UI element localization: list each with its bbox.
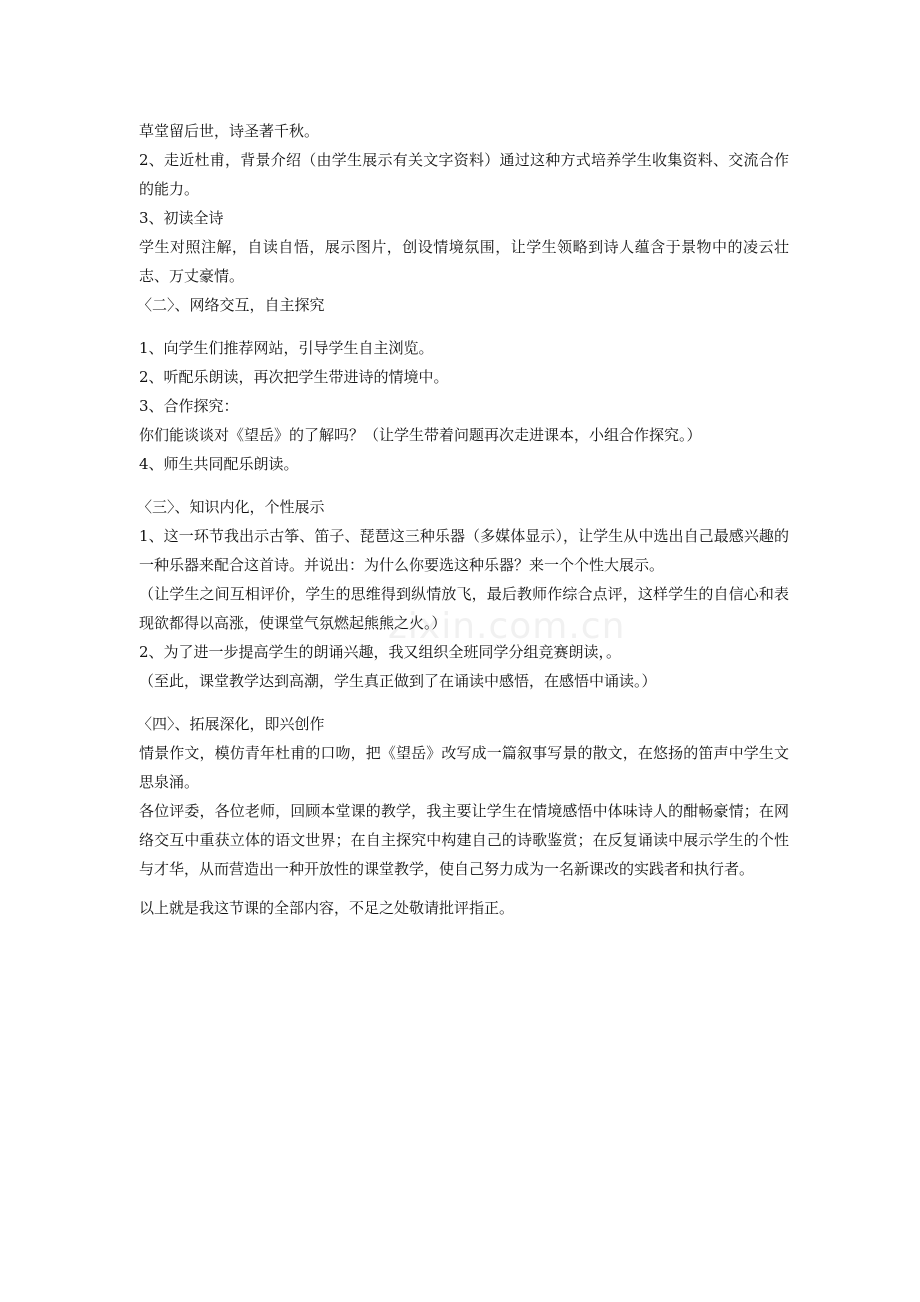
spacer	[139, 320, 789, 334]
paragraph-first-reading: 学生对照注解，自读自悟，展示图片，创设情境氛围，让学生领略到诗人蕴含于景物中的凌云壮志、万丈豪情。	[139, 238, 789, 285]
section-heading-3: 〈三〉、知识内化，个性展示	[137, 498, 325, 516]
spacer	[139, 696, 789, 710]
paragraph-essay-writing: 情景作文，模仿青年杜甫的口吻，把《望岳》改写成一篇叙事写景的散文，在悠扬的笛声中学生文思泉涌。	[139, 744, 789, 791]
paragraph-continuation: 草堂留后世，诗圣著千秋。	[139, 122, 320, 140]
paragraph-closing: 以上就是我这节课的全部内容，不足之处敬请批评指正。	[139, 899, 515, 917]
list-item-competition: 2、为了进一步提高学生的朗诵兴趣，我又组织全班同学分组竞赛朗读，。	[139, 643, 622, 661]
paragraph-question: 你们能谈谈对《望岳》的了解吗？（让学生带着问题再次走进课本，小组合作探究。）	[139, 426, 702, 444]
document-body	[139, 117, 789, 923]
list-item-music-reading: 2、听配乐朗读，再次把学生带进诗的情境中。	[139, 368, 449, 386]
list-item-instruments: 1、这一环节我出示古筝、笛子、琵琶这三种乐器（多媒体显示），让学生从中选出自己最感兴趣的一种乐器来配合这首诗。并说出：为什么你要选这种乐器？来一个个性大展示。	[139, 527, 789, 574]
paragraph-peer-evaluation: （让学生之间互相评价，学生的思维得到纵情放飞，最后教师作综合点评，这样学生的自信心和表现欲都得以高涨，使课堂气氛燃起熊熊之火。）	[139, 585, 789, 632]
list-item-cooperative-inquiry: 3、合作探究：	[139, 397, 239, 415]
section-heading-2: 〈二〉、网络交互，自主探究	[137, 296, 325, 314]
paragraph-climax: （至此，课堂教学达到高潮，学生真正做到了在诵读中感悟，在感悟中诵读。）	[139, 672, 657, 690]
list-item-joint-reading: 4、师生共同配乐朗读。	[139, 455, 299, 473]
watermark: zixin.com.cn	[388, 606, 626, 647]
list-item-background: 2、走近杜甫，背景介绍（由学生展示有关文字资料）通过这种方式培养学生收集资料、交流合作的能力。	[139, 151, 789, 198]
section-heading-4: 〈四〉、拓展深化，即兴创作	[137, 715, 325, 733]
list-item-websites: 1、向学生们推荐网站，引导学生自主浏览。	[139, 339, 434, 357]
spacer	[139, 479, 789, 493]
list-item-first-reading: 3、初读全诗	[139, 209, 224, 227]
paragraph-review: 各位评委，各位老师，回顾本堂课的教学，我主要让学生在情境感悟中体味诗人的酣畅豪情；在网络交互中重获立体的语文世界；在自主探究中构建自己的诗歌鉴赏；在反复诵读中展示学生的个性与才华，从而营造出一种开放性的课堂教学，使自己努力成为一名新课改的实践者和执行者。	[139, 802, 789, 878]
spacer	[139, 884, 789, 894]
